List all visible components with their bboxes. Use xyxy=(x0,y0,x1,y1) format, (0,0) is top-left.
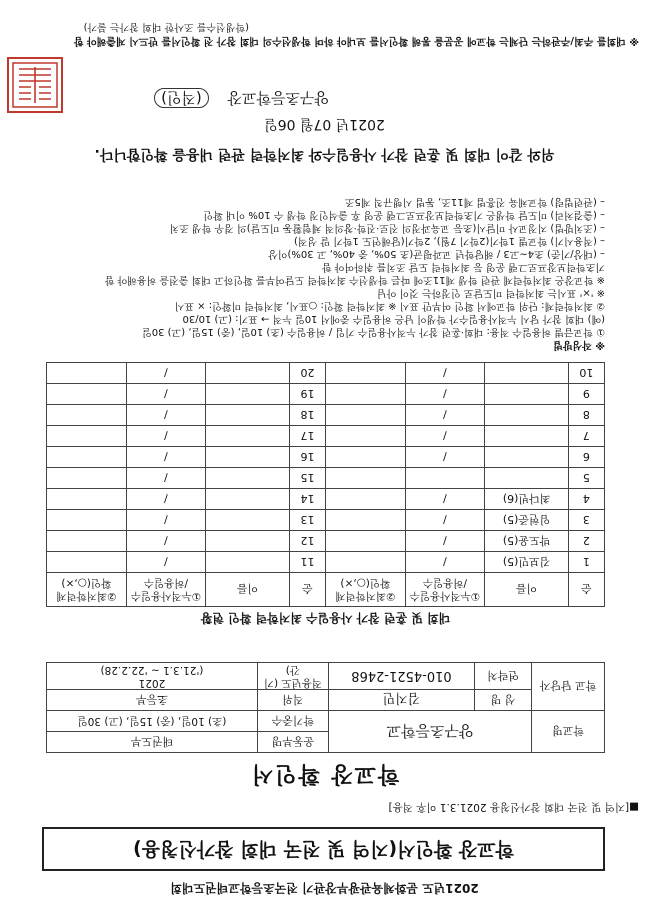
min-grade-check xyxy=(326,384,406,405)
note-line: – (관련법령) 학교체육 진흥법 제11조, 동법 시행규칙 제5조 xyxy=(344,196,605,207)
min-grade-check xyxy=(326,531,406,552)
row-number: 10 xyxy=(568,363,604,384)
student-name: 김보민(5) xyxy=(485,552,569,573)
row-number: 1 xyxy=(568,552,604,573)
student-name xyxy=(206,510,290,531)
row-number: 16 xyxy=(289,447,325,468)
col-check-left: ②최저학력제 확인(○,×) xyxy=(326,573,406,607)
footnote-2: (학생선수를 조사한 대회 참가는 불가) xyxy=(83,21,249,32)
row-number: 15 xyxy=(289,468,325,489)
manager-label: 학교 담당자 xyxy=(532,663,605,711)
used-days: / xyxy=(405,531,485,552)
row-number: 11 xyxy=(289,552,325,573)
col-name-right: 이름 xyxy=(206,573,290,607)
notes-heading: ※ 작성방법 xyxy=(553,339,605,350)
row-number: 20 xyxy=(289,363,325,384)
used-days: / xyxy=(405,363,485,384)
student-name: 박도윤(5) xyxy=(485,531,569,552)
row-number: 3 xyxy=(568,510,604,531)
used-days: / xyxy=(126,384,206,405)
table-row xyxy=(47,489,605,510)
school-info-table xyxy=(46,662,605,753)
footnote: ※ 대회를 주최/주관하는 단체는 학교에 공문을 통해 확인서를 보내야 하며 학생선수의 대회 참가 전 확인서를 반드시 제출해야 함 xyxy=(73,35,639,46)
min-grade-check xyxy=(326,363,406,384)
note-line: ※ '×' 표시는 최저학력 미도달로 인정하는 것이 아님 xyxy=(376,287,605,298)
applied-range: ('21.3.1 ~ '22.2.28) xyxy=(100,664,204,676)
student-name xyxy=(485,405,569,426)
principal-block xyxy=(154,88,329,109)
note-line: ① 학교급별 허용일수 적용: 대회·훈련 참가 누적사용일수 기입 / 허용일수 (초) 10일, (중) 15일, (고) 30일 xyxy=(142,326,605,337)
min-grade-check xyxy=(47,384,127,405)
used-days: / xyxy=(126,489,206,510)
student-name xyxy=(206,363,290,384)
allowed-days-value: (초) 10일, (중) 15일, (고) 30일 xyxy=(47,711,258,732)
col-name-left: 이름 xyxy=(485,573,569,607)
table-row xyxy=(47,405,605,426)
min-grade-check xyxy=(326,489,406,510)
student-name xyxy=(485,384,569,405)
student-name xyxy=(485,468,569,489)
col-days-right: ①누적사용일수 /허용일수 xyxy=(126,573,206,607)
club-label: 운동부명 xyxy=(257,732,328,753)
table-row xyxy=(47,384,605,405)
document-title: 학교장 확인서(지역 및 전국 대회 참가신청용) xyxy=(133,838,514,860)
student-name xyxy=(485,447,569,468)
principal-label: 양구초등학교장 xyxy=(227,89,329,107)
table-row xyxy=(47,468,605,489)
min-grade-check xyxy=(47,468,127,489)
min-grade-check xyxy=(326,468,406,489)
student-name xyxy=(206,531,290,552)
row-number: 14 xyxy=(289,489,325,510)
allowed-days-label: 학기중수 xyxy=(257,711,328,732)
official-seal-icon xyxy=(7,57,63,113)
student-name xyxy=(206,489,290,510)
row-number: 9 xyxy=(568,384,604,405)
row-number: 17 xyxy=(289,426,325,447)
row-number: 8 xyxy=(568,405,604,426)
row-number: 7 xyxy=(568,426,604,447)
used-days: / xyxy=(405,384,485,405)
student-name xyxy=(206,426,290,447)
school-name-label: 학교명 xyxy=(532,711,605,753)
name-label: 성 명 xyxy=(475,690,532,711)
table-row xyxy=(47,552,605,573)
min-grade-check xyxy=(326,552,406,573)
min-grade-check xyxy=(47,426,127,447)
min-grade-check xyxy=(326,426,406,447)
col-no-right: 순 xyxy=(289,573,325,607)
min-grade-check xyxy=(326,447,406,468)
used-days: / xyxy=(405,510,485,531)
min-grade-check xyxy=(47,363,127,384)
writing-notes xyxy=(40,195,605,351)
student-name xyxy=(206,384,290,405)
student-table xyxy=(46,362,605,607)
used-days: / xyxy=(405,489,485,510)
col-check-right: ②최저학력제 확인(○,×) xyxy=(47,573,127,607)
used-days xyxy=(405,468,485,489)
min-grade-check xyxy=(47,489,127,510)
note-line: (예) 대회 참가 당시 누적사용일수가 학생이 남은 허용일수 중에서 10일 누적 → 표기: (고) 10/30 xyxy=(182,313,605,324)
min-grade-check xyxy=(326,405,406,426)
note-line: – (적용시기) 학교별 1학기(2학기 7월), 2학기(당해연도 1학기 말 성적) xyxy=(293,235,605,246)
col-no-left: 순 xyxy=(568,573,604,607)
note-line: ② 최저학력제: 단위 학교에서 확인 여부만 표시 ※ 최저학력 확인: ○표시, 최저학력 미확인: × 표시 xyxy=(174,300,605,311)
used-days: / xyxy=(405,426,485,447)
table-row xyxy=(47,447,605,468)
used-days: / xyxy=(405,552,485,573)
used-days: / xyxy=(126,426,206,447)
issue-date: 2021년 07월 06일 xyxy=(264,116,385,132)
position-label: 직위 xyxy=(257,690,328,711)
row-number: 6 xyxy=(568,447,604,468)
applicability-notice: ■[지역 및 전국 대회 참가신청용 2021.3.1 이후 적용] xyxy=(388,801,639,813)
row-number: 13 xyxy=(289,510,325,531)
applied-period-label: 적용년도 (기간) xyxy=(257,663,328,690)
school-name-value: 양구초등학교 xyxy=(328,711,531,753)
phone-label: 연락처 xyxy=(475,663,532,690)
row-number: 2 xyxy=(568,531,604,552)
used-days: / xyxy=(126,510,206,531)
note-line: – (대상/기준) 초4~고3 / 해당학년 교과평균(초 50%, 중 40%, 고 30%)이상 xyxy=(268,248,605,259)
note-line: – (조치방법) 지정교사 미달시(초등 교육과정의 진로·진학·창의적 체험활동 미도달)의 경우 학생 조치 xyxy=(169,222,605,233)
note-line: – (출결처리) 미도달 학생은 기초학력보장프로그램 운영 후 출석인정 학생 수 10% 이내 확인 xyxy=(203,209,605,220)
section-title: 대회 및 훈련 참가 사용일수 최저학력 확인 현황 xyxy=(200,611,451,625)
min-grade-check xyxy=(47,531,127,552)
phone-value: 010-4521-2468 xyxy=(328,663,474,690)
min-grade-check xyxy=(47,510,127,531)
seal-placeholder: (직인) xyxy=(154,88,209,108)
col-days-left: ①누적사용일수 /허용일수 xyxy=(405,573,485,607)
used-days: / xyxy=(126,447,206,468)
club-value: 태권도부 xyxy=(47,732,258,753)
table-row xyxy=(47,510,605,531)
min-grade-check xyxy=(47,405,127,426)
row-number: 18 xyxy=(289,405,325,426)
row-number: 19 xyxy=(289,384,325,405)
applied-period-value xyxy=(47,663,258,690)
table-row xyxy=(47,363,605,384)
student-name xyxy=(485,426,569,447)
used-days: / xyxy=(126,531,206,552)
table-row xyxy=(47,531,605,552)
note-line: 기초학력보장프로그램 운영 등 최저학력 도달 조치를 취하여야 함 xyxy=(321,261,605,272)
min-grade-check xyxy=(326,510,406,531)
student-name xyxy=(206,405,290,426)
applied-year: 2021 xyxy=(138,677,166,689)
used-days: / xyxy=(126,468,206,489)
used-days: / xyxy=(126,363,206,384)
used-days: / xyxy=(405,447,485,468)
student-name: 임현준(5) xyxy=(485,510,569,531)
student-name xyxy=(485,363,569,384)
used-days: / xyxy=(405,405,485,426)
note-line: ※ 학교장은 최저학력제 관련 학생 제11조에 따른 학생선수 최저학력 도달여부를 확인하고 대회 출전을 허용해야 함 xyxy=(104,274,605,285)
row-number: 4 xyxy=(568,489,604,510)
name-value: 김지민 xyxy=(328,690,474,711)
min-grade-check xyxy=(47,447,127,468)
student-name: 최다빈(6) xyxy=(485,489,569,510)
position-value: 초등부 xyxy=(47,690,258,711)
event-subtitle: 2021년도 문화체육관광부장관기 전국초등학교태권도대회 xyxy=(170,881,479,895)
document-title-box xyxy=(42,827,605,871)
row-number: 5 xyxy=(568,468,604,489)
used-days: / xyxy=(126,405,206,426)
student-name xyxy=(206,552,290,573)
table-row xyxy=(47,426,605,447)
confirmation-statement: 위와 같이 대회 및 훈련 참가 사용일수와 최저학력 관련 내용을 확인합니다. xyxy=(94,146,555,162)
student-name xyxy=(206,447,290,468)
form-title: 학교장 확인서 xyxy=(249,761,400,786)
min-grade-check xyxy=(47,552,127,573)
row-number: 12 xyxy=(289,531,325,552)
student-name xyxy=(206,468,290,489)
used-days: / xyxy=(126,552,206,573)
